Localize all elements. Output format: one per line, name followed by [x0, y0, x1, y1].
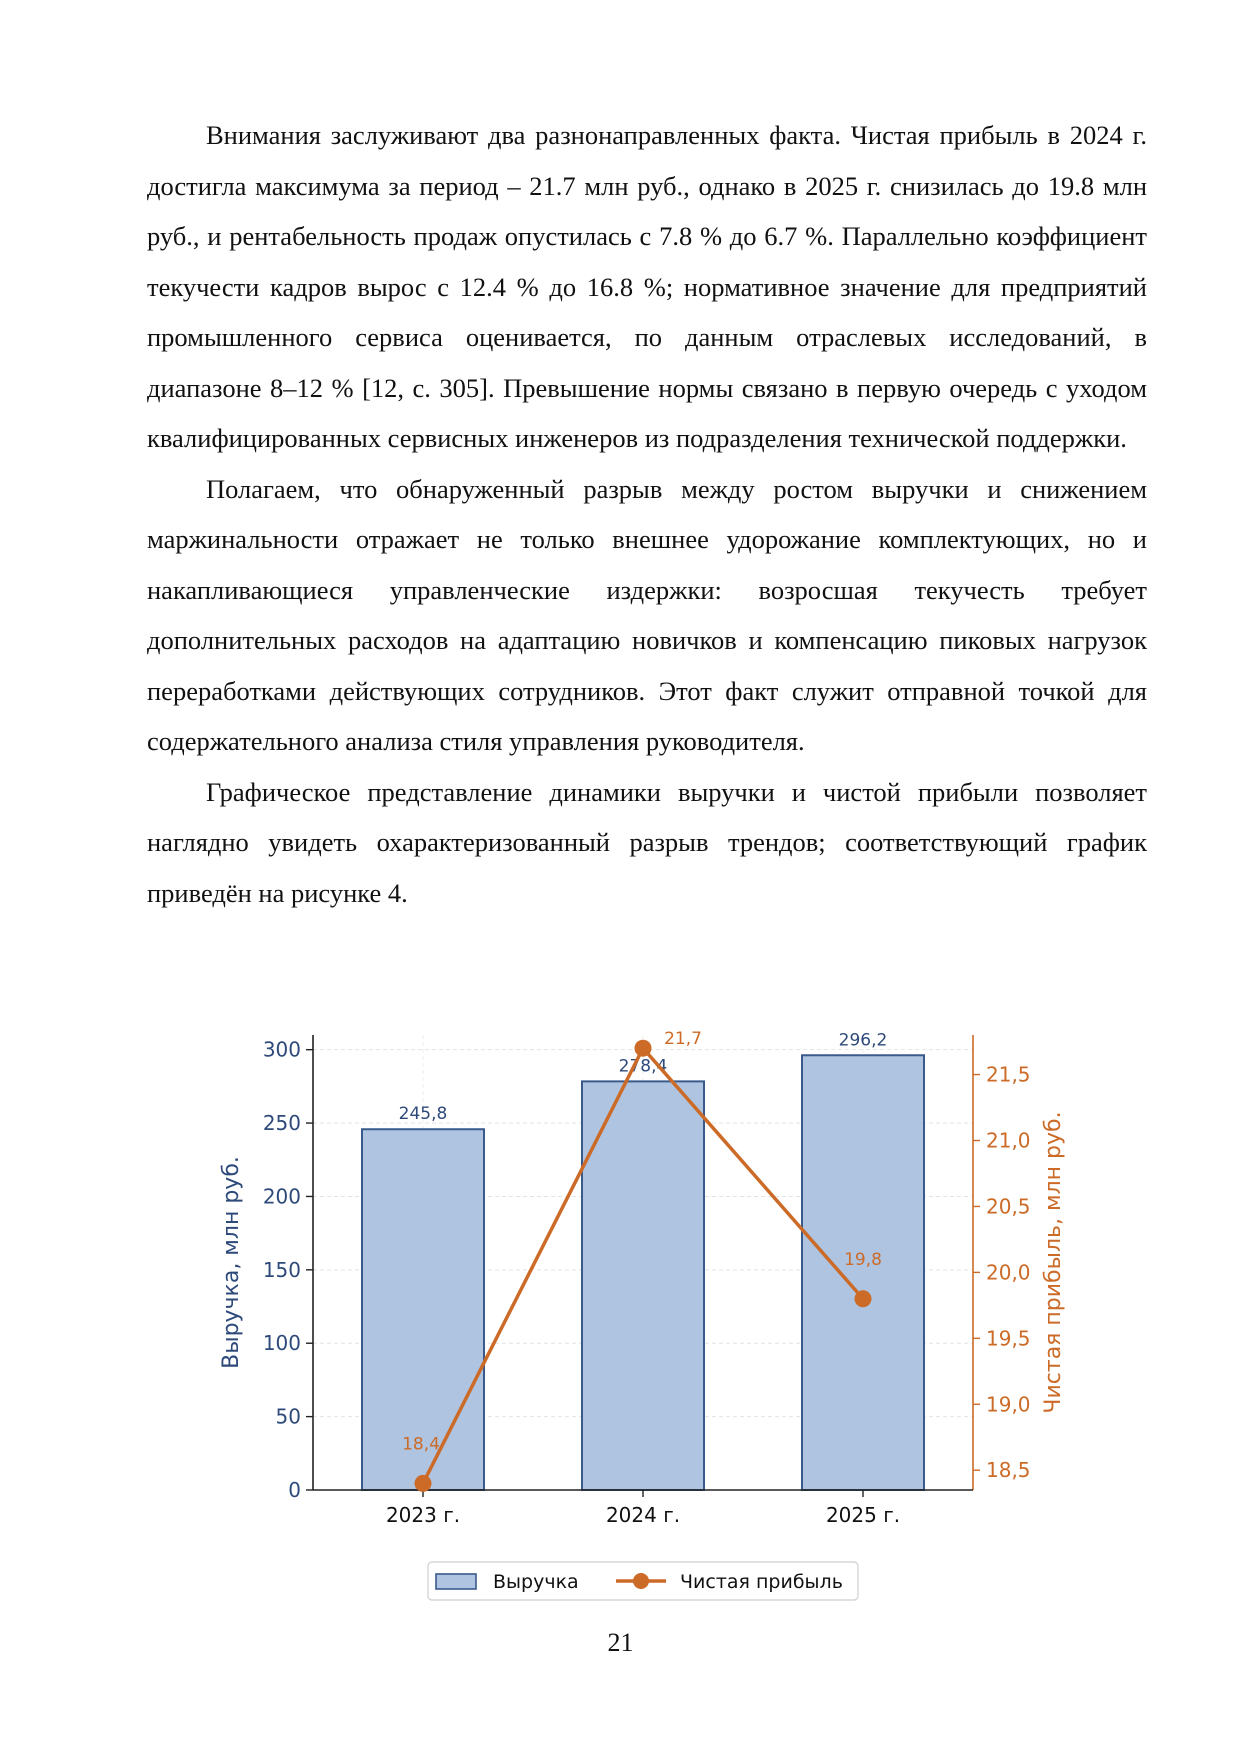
bar-revenue-2 [802, 1055, 924, 1490]
y-tick-label-5: 250 [262, 1111, 301, 1136]
legend-marker-profit [633, 1573, 649, 1589]
paragraph-1: Внимания заслуживают два разнонаправленных факта. Чистая прибыль в 2024 г. достигла максимума за период – 21.7 млн руб., однако в 2025 г. снизилась до 19.8 млн руб., и рентабельность продаж опустилась с 7.8 % до 6.7 %. Параллельно коэффициент текучести кадров вырос с 12.4 % до 16.8 %; нормативное значение для предприятий промышленного сервиса оценивается, по данным отраслевых исследований, в диапазоне 8–12 % [12, с. 305]. Превышение нормы связано в первую очередь с уходом квалифицированных сервисных инженеров из подразделения технической поддержки. [147, 120, 1147, 453]
y2-tick-label-2: 19,5 [986, 1326, 1031, 1351]
x-tick-label-2: 2025 г. [825, 1503, 901, 1527]
y2-tick-label-6: 21,5 [986, 1062, 1031, 1087]
y-tick-label-4: 200 [262, 1184, 301, 1209]
y-tick-label-2: 100 [262, 1331, 301, 1356]
y2-axis-title: Чистая прибыль, млн руб. [1041, 1111, 1066, 1414]
legend-label-profit: Чистая прибыль [680, 1571, 843, 1593]
profit-label-1: 21,7 [664, 1029, 702, 1050]
bar-revenue-1 [582, 1081, 704, 1490]
legend-swatch-revenue [436, 1574, 476, 1589]
body-text [147, 110, 1147, 918]
paragraph-2: Полагаем, что обнаруженный разрыв между ростом выручки и снижением маржинальности отражает не только внешнее удорожание комплектующих, но и накапливающиеся управленческие издержки: возросшая текучесть требует дополнительных расходов на адаптацию новичков и компенсацию пиковых нагрузок переработками действующих сотрудников. Этот факт служит отправной точкой для содержательного анализа стиля управления руководителя. [147, 473, 1147, 756]
x-tick-label-1: 2024 г. [605, 1503, 681, 1527]
profit-point-1 [635, 1040, 652, 1057]
profit-point-2 [855, 1290, 872, 1307]
paragraph-3: Графическое представление динамики выручки и чистой прибыли позволяет наглядно увидеть охарактеризованный разрыв трендов; соответствующий график приведён на рисунке 4. [147, 776, 1147, 908]
y-tick-label-6: 300 [262, 1037, 301, 1062]
bar-label-2: 296,2 [838, 1030, 888, 1051]
y-tick-label-3: 150 [262, 1257, 301, 1282]
combo-chart [200, 1029, 1100, 1615]
bar-label-1: 278,4 [618, 1056, 668, 1077]
page-number: 21 [607, 1628, 634, 1657]
y2-tick-label-1: 19,0 [986, 1392, 1031, 1417]
revenue-profit-figure [200, 1029, 1100, 1615]
profit-label-2: 19,8 [844, 1249, 882, 1270]
y-axis-title: Выручка, млн руб. [219, 1156, 244, 1369]
bar-label-0: 245,8 [398, 1104, 448, 1125]
y-tick-label-1: 50 [275, 1404, 301, 1429]
x-tick-label-0: 2023 г. [385, 1503, 461, 1527]
profit-label-0: 18,4 [402, 1434, 440, 1455]
y2-tick-label-0: 18,5 [986, 1458, 1031, 1483]
y2-tick-label-4: 20,5 [986, 1194, 1031, 1219]
legend-label-revenue: Выручка [493, 1571, 579, 1593]
y2-tick-label-3: 20,0 [986, 1260, 1031, 1285]
profit-point-0 [415, 1475, 432, 1492]
y2-tick-label-5: 21,0 [986, 1128, 1031, 1153]
y-tick-label-0: 0 [288, 1478, 301, 1502]
